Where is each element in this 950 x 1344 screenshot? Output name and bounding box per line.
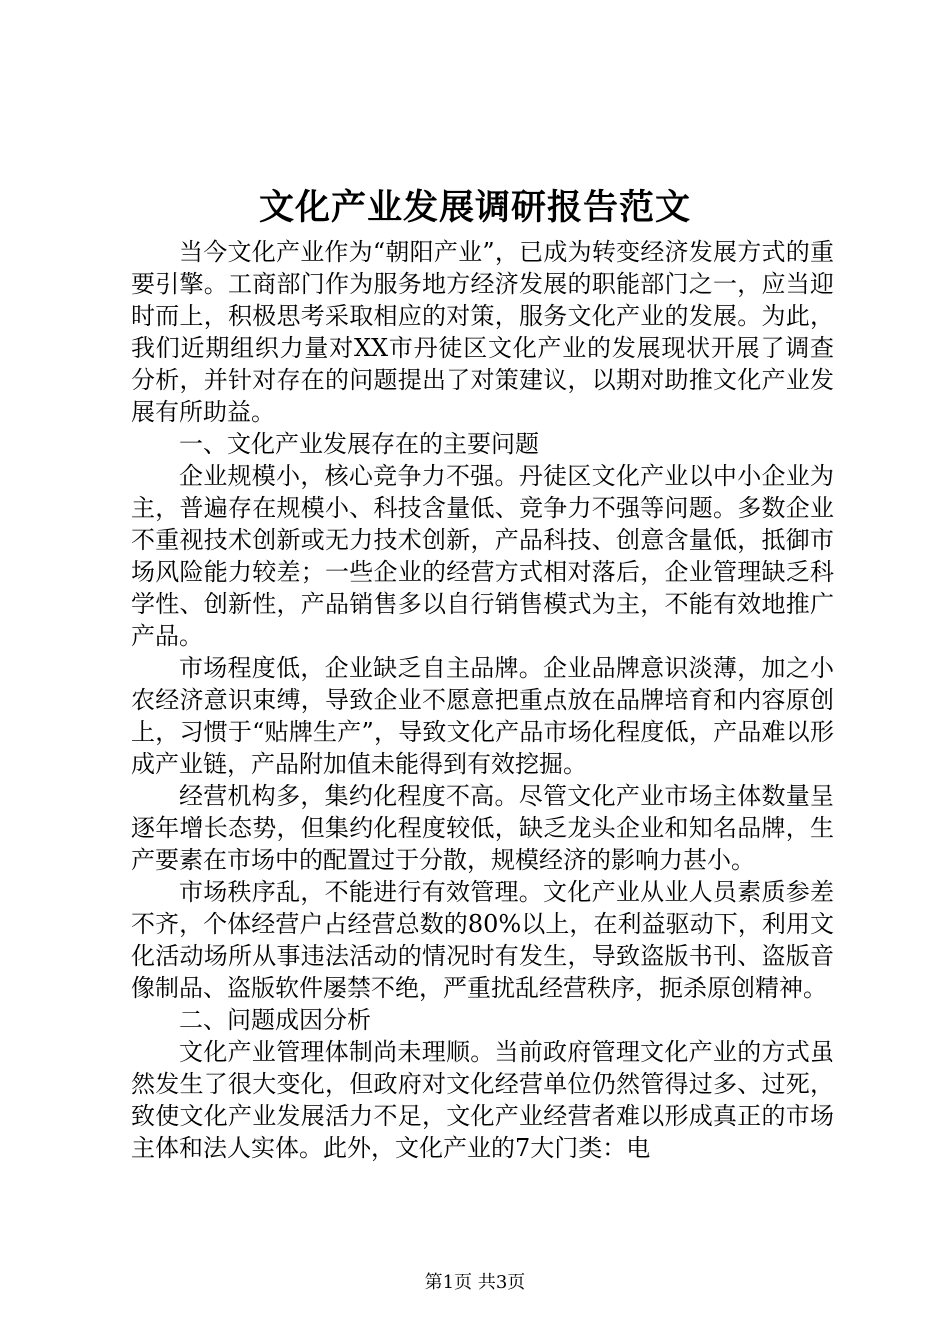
body-paragraph: 市场程度低，企业缺乏自主品牌。企业品牌意识淡薄，加之小农经济意识束缚，导致企业不愿意把重点放在品牌培育和内容原创上，习惯于“贴牌生产”，导致文化产品市场化程度低，产品难以形成产业链，产品附加值未能得到有效挖掘。 [131,654,834,778]
intro-paragraph: 当今文化产业作为“朝阳产业”，已成为转变经济发展方式的重要引擎。工商部门作为服务地方经济发展的职能部门之一，应当迎时而上，积极思考采取相应的对策，服务文化产业的发展。为此，我们近期组织力量对XX市丹徒区文化产业的发展现状开展了调查分析，并针对存在的问题提出了对策建议，以期对助推文化产业发展有所助益。 [131,238,834,426]
body-paragraph: 企业规模小，核心竞争力不强。丹徒区文化产业以中小企业为主，普遍存在规模小、科技含量低、竞争力不强等问题。多数企业不重视技术创新或无力技术创新，产品科技、创意含量低，抵御市场风险能力较差；一些企业的经营方式相对落后，企业管理缺乏科学性、创新性，产品销售多以自行销售模式为主，不能有效地推广产品。 [131,462,834,650]
section-heading-1: 一、文化产业发展存在的主要问题 [179,430,539,458]
section-heading-2: 二、问题成因分析 [179,1006,371,1034]
page-footer: 第1页 共3页 [424,1272,526,1293]
body-paragraph: 文化产业管理体制尚未理顺。当前政府管理文化产业的方式虽然发生了很大变化，但政府对文化经营单位仍然管得过多、过死，致使文化产业发展活力不足，文化产业经营者难以形成真正的市场主体和法人实体。此外，文化产业的7大门类：电 [131,1038,834,1162]
document-body [131,236,834,1164]
body-paragraph: 经营机构多，集约化程度不高。尽管文化产业市场主体数量呈逐年增长态势，但集约化程度较低，缺乏龙头企业和知名品牌，生产要素在市场中的配置过于分散，规模经济的影响力甚小。 [131,782,834,874]
body-paragraph: 市场秩序乱，不能进行有效管理。文化产业从业人员素质参差不齐，个体经营户占经营总数的80%以上，在利益驱动下，利用文化活动场所从事违法活动的情况时有发生，导致盗版书刊、盗版音像制品、盗版软件屡禁不绝，严重扰乱经营秩序，扼杀原创精神。 [131,878,834,1002]
document-title: 文化产业发展调研报告范文 [258,187,691,228]
